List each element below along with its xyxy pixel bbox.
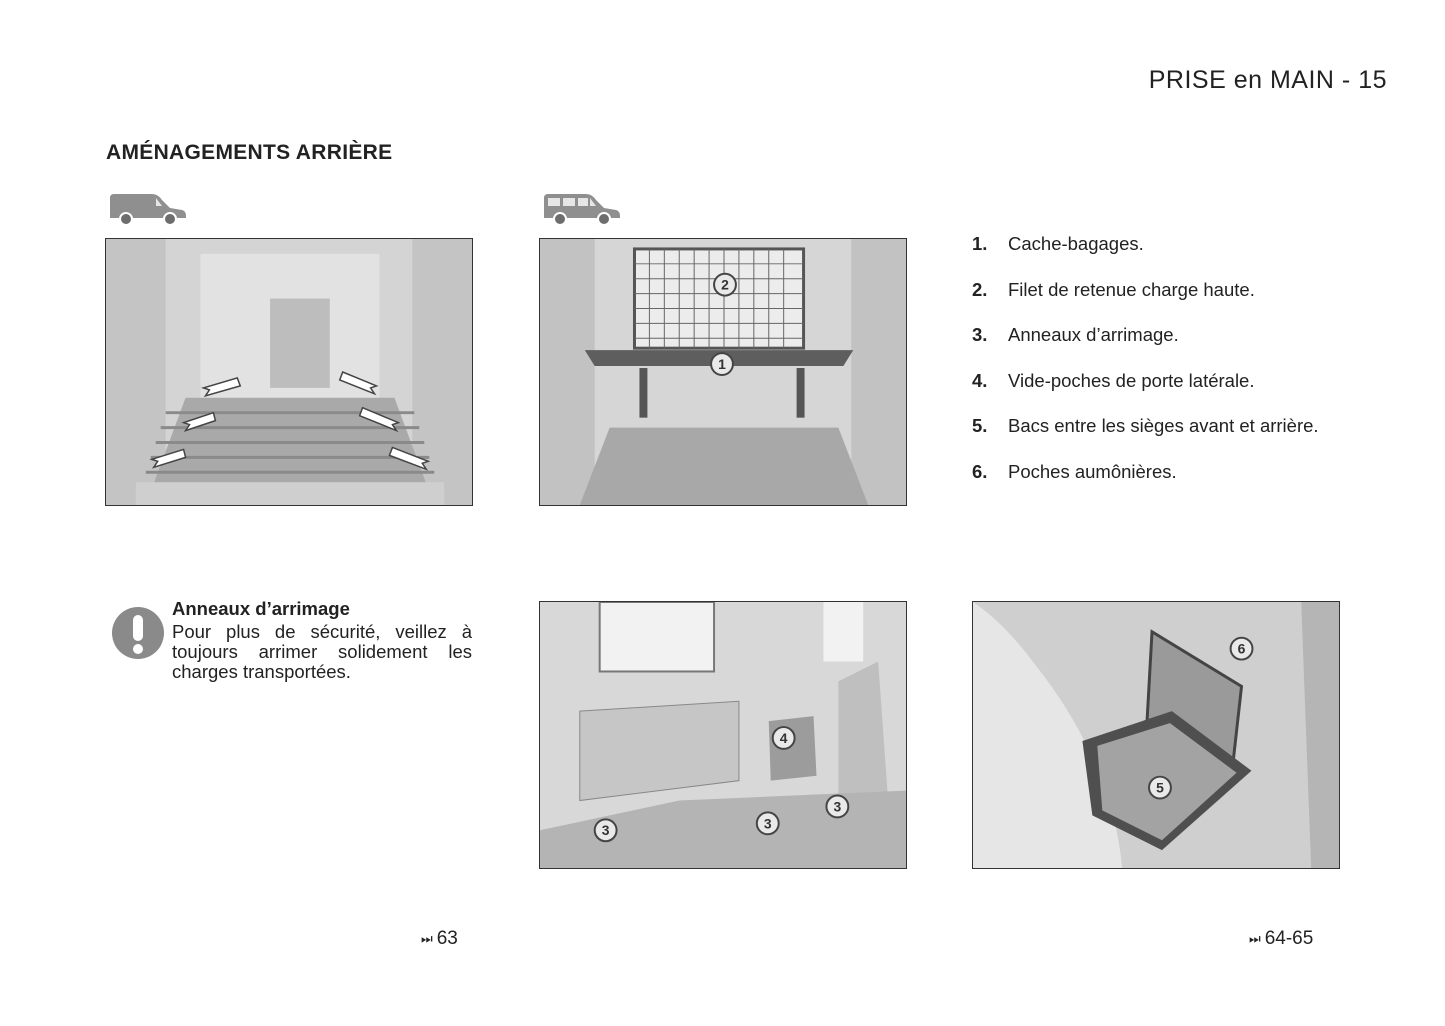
item-number: 2. — [972, 278, 988, 300]
callout-4: 4 — [779, 729, 788, 746]
list-item — [972, 280, 1332, 300]
item-number: 6. — [972, 460, 988, 482]
item-label: Anneaux d’arrimage. — [1008, 324, 1179, 345]
page-ref-left[interactable] — [421, 928, 458, 950]
callout-5: 5 — [1156, 779, 1164, 796]
callout-3: 3 — [833, 798, 842, 815]
callout-3: 3 — [601, 822, 610, 839]
exclamation-icon — [112, 607, 164, 659]
item-number: 4. — [972, 369, 988, 391]
side-door-photo — [539, 601, 907, 869]
item-number: 5. — [972, 415, 988, 436]
warning-title: Anneaux d’arrimage — [172, 598, 350, 619]
utility-van-icon — [106, 188, 188, 228]
list-item — [972, 325, 1332, 345]
item-label: Poches aumônières. — [1008, 460, 1177, 482]
item-label: Cache-bagages. — [1008, 233, 1144, 254]
cargo-floor-photo — [105, 238, 473, 506]
page-ref-right[interactable] — [1249, 928, 1313, 950]
warning-text: Pour plus de sécurité, veillez à toujours arrimer solidement les charges transportées. — [172, 621, 472, 682]
warning-note — [172, 598, 472, 682]
callout-2: 2 — [721, 276, 729, 293]
item-list — [972, 234, 1332, 507]
page-ref-left-number: 63 — [436, 928, 458, 949]
item-number: 1. — [972, 233, 988, 254]
page-header: PRISE en MAIN - 15 — [1148, 66, 1387, 94]
callout-1: 1 — [718, 356, 726, 373]
item-label: Filet de retenue charge haute. — [1008, 278, 1255, 300]
item-label: Bacs entre les sièges avant et arrière. — [1008, 415, 1319, 436]
list-item — [972, 371, 1332, 391]
section-title: AMÉNAGEMENTS ARRIÈRE — [106, 141, 393, 164]
list-item — [972, 416, 1332, 436]
skip-forward-icon: ⏭ — [421, 931, 431, 946]
item-number: 3. — [972, 324, 988, 345]
page-ref-right-number: 64-65 — [1264, 928, 1314, 949]
skip-forward-icon: ⏭ — [1249, 931, 1259, 946]
list-item — [972, 234, 1332, 254]
passenger-van-icon — [540, 188, 622, 228]
floor-bin-photo — [972, 601, 1340, 869]
callout-3: 3 — [763, 815, 772, 832]
item-label: Vide-poches de porte latérale. — [1008, 369, 1255, 391]
cargo-net-photo — [539, 238, 907, 506]
list-item — [972, 462, 1332, 482]
callout-6: 6 — [1237, 640, 1246, 657]
